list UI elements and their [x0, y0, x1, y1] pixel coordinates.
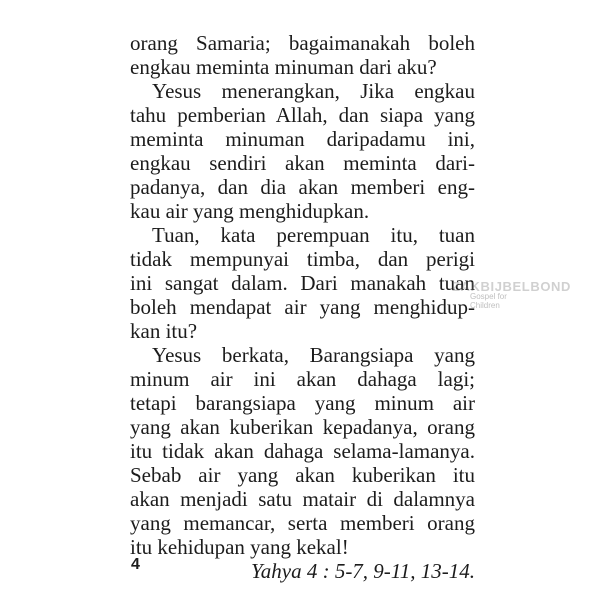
text-line: tahu pemberian Allah, dan siapa yang: [130, 103, 475, 127]
text-line: Sebab air yang akan kuberikan itu: [130, 463, 475, 487]
text-line: yang memancar, serta memberi orang: [130, 511, 475, 535]
text-line: yang akan kuberikan kepadanya, orang: [130, 415, 475, 439]
text-line: ini sangat dalam. Dari manakah tuan: [130, 271, 475, 295]
text-line: kau air yang menghidupkan.: [130, 199, 370, 223]
text-line: Tuan, kata perempuan itu, tuan: [152, 223, 475, 247]
text-line: engkau sendiri akan meminta dari-: [130, 151, 475, 175]
page-number: 4: [131, 556, 140, 573]
text-line: tidak mempunyai timba, dan perigi: [130, 247, 475, 271]
text-line: padanya, dan dia akan memberi eng-: [130, 175, 475, 199]
text-line: itu tidak akan dahaga selama-lamanya.: [130, 439, 475, 463]
text-line: Yesus menerangkan, Jika engkau: [152, 79, 475, 103]
scripture-reference: Yahya 4 : 5-7, 9-11, 13-14.: [251, 559, 475, 583]
watermark-tagline: Gospel for Children: [470, 292, 507, 310]
text-line: engkau meminta minuman dari aku?: [130, 55, 437, 79]
scripture-text: [130, 31, 475, 583]
watermark-name: ZAKBIJBELBOND: [452, 279, 572, 294]
text-line: itu kehidupan yang kekal!: [130, 535, 349, 559]
watermark-logo: [452, 279, 572, 310]
text-line: boleh mendapat air yang menghidup-: [130, 295, 475, 319]
text-line: minum air ini akan dahaga lagi;: [130, 367, 475, 391]
text-line: orang Samaria; bagaimanakah boleh: [130, 31, 475, 55]
text-line: meminta minuman daripadamu ini,: [130, 127, 475, 151]
text-line: kan itu?: [130, 319, 198, 343]
text-line: Yesus berkata, Barangsiapa yang: [152, 343, 475, 367]
text-line: akan menjadi satu matair di dalamnya: [130, 487, 475, 511]
text-line: tetapi barangsiapa yang minum air: [130, 391, 475, 415]
